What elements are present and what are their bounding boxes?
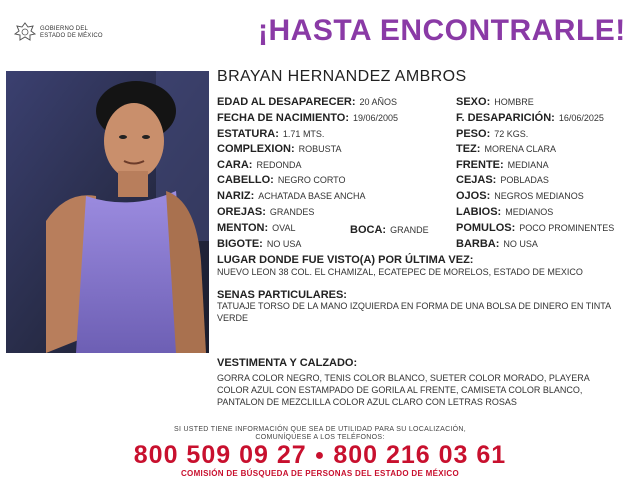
- field-birthdate: [217, 110, 398, 125]
- field-value: 16/06/2025: [558, 113, 604, 123]
- field-height: [217, 126, 324, 141]
- last-seen-value: NUEVO LEON 38 COL. EL CHAMIZAL, ECATEPEC DE MORELOS, ESTADO DE MEXICO: [217, 267, 583, 277]
- field-label: BOCA:: [350, 224, 387, 236]
- marks-label: SENAS PARTICULARES:: [217, 289, 347, 301]
- field-label: PESO:: [456, 128, 491, 140]
- field-complexion: [456, 141, 556, 156]
- field-value: POBLADAS: [500, 175, 549, 185]
- person-name: BRAYAN HERNANDEZ AMBROS: [217, 68, 467, 85]
- field-value: ROBUSTA: [298, 144, 342, 154]
- field-value: ACHATADA BASE ANCHA: [258, 191, 366, 201]
- field-lips: [456, 204, 553, 219]
- person-photo: [6, 71, 209, 353]
- field-value: OVAL: [272, 223, 296, 233]
- field-cheekbones: [456, 220, 614, 235]
- field-label: CABELLO:: [217, 174, 274, 186]
- field-label: POMULOS:: [456, 222, 516, 234]
- government-label: [40, 26, 103, 40]
- field-label: F. DESAPARICIÓN:: [456, 112, 555, 124]
- footer-note-line-2: COMUNÍQUESE A LOS TELÉFONOS:: [255, 434, 385, 441]
- field-label: FRENTE:: [456, 159, 504, 171]
- field-value: 72 KGS.: [494, 129, 529, 139]
- headline: ¡HASTA ENCONTRARLE!: [258, 14, 626, 47]
- field-value: NO USA: [266, 239, 302, 249]
- field-label: SEXO:: [456, 96, 491, 108]
- footer-note-line-1: SI USTED TIENE INFORMACIÓN QUE SEA DE UTILIDAD PARA SU LOCALIZACIÓN,: [173, 426, 467, 433]
- phone-numbers: [0, 441, 640, 470]
- field-mouth: [350, 222, 429, 237]
- field-label: FECHA DE NACIMIENTO:: [217, 112, 349, 124]
- field-label: COMPLEXION:: [217, 143, 295, 155]
- field-value: POCO PROMINENTES: [519, 223, 615, 233]
- field-label: NARIZ:: [217, 190, 255, 202]
- field-value: NEGROS MEDIANOS: [494, 191, 584, 201]
- government-line-1: GOBIERNO DEL: [40, 26, 89, 32]
- field-value: 1.71 MTS.: [282, 129, 325, 139]
- field-value: HOMBRE: [494, 97, 534, 107]
- marks-value: TATUAJE TORSO DE LA MANO IZQUIERDA EN FORMA DE UNA BOLSA DE DINERO EN TINTA VERDE: [217, 301, 611, 323]
- field-label: CARA:: [217, 159, 253, 171]
- field-ears: [217, 204, 314, 219]
- field-value: NO USA: [503, 239, 538, 249]
- field-nose: [217, 188, 365, 203]
- field-chin: [217, 220, 295, 235]
- clothing-value: GORRA COLOR NEGRO, TENIS COLOR BLANCO, SUETER COLOR MORADO, PLAYERA COLOR AZUL CON ESTAMPADO DE GORILA AL FRENTE, CAMISETA COLOR BLANCO, PANTALON DE MEZCLILLA COLOR AZUL CLARO CON LETRAS ROSAS: [217, 373, 590, 407]
- field-label: BARBA:: [456, 238, 500, 250]
- field-value: REDONDA: [256, 160, 302, 170]
- clothing-label: VESTIMENTA Y CALZADO:: [217, 357, 358, 369]
- field-eyebrows: [456, 172, 549, 187]
- field-label: CEJAS:: [456, 174, 497, 186]
- field-age: [217, 94, 397, 109]
- field-value: GRANDE: [390, 225, 429, 235]
- field-label: OREJAS:: [217, 206, 266, 218]
- separator-dot-icon: ●: [314, 447, 326, 465]
- state-coat-of-arms-icon: [14, 22, 36, 42]
- phone-number-1[interactable]: 800 509 09 27: [133, 441, 307, 469]
- field-value: GRANDES: [269, 207, 315, 217]
- field-eyes: [456, 188, 584, 203]
- field-value: NEGRO CORTO: [277, 175, 346, 185]
- field-disappearance-date: [456, 110, 604, 125]
- field-face: [217, 157, 301, 172]
- government-line-2: ESTADO DE MÉXICO: [40, 33, 103, 39]
- field-hair: [217, 172, 346, 187]
- field-value: 20 AÑOS: [359, 97, 398, 107]
- commission-name: COMISIÓN DE BÚSQUEDA DE PERSONAS DEL ESTADO DE MÉXICO: [180, 469, 459, 478]
- field-label: MENTON:: [217, 222, 269, 234]
- field-label: OJOS:: [456, 190, 491, 202]
- field-beard: [456, 236, 538, 251]
- field-value: MEDIANA: [507, 160, 549, 170]
- field-value: 19/06/2005: [353, 113, 399, 123]
- field-build: [217, 141, 341, 156]
- field-mustache: [217, 236, 301, 251]
- field-label: EDAD AL DESAPARECER:: [217, 96, 356, 108]
- last-seen-label: LUGAR DONDE FUE VISTO(A) POR ÚLTIMA VEZ:: [217, 254, 474, 266]
- field-label: ESTATURA:: [217, 128, 279, 140]
- field-forehead: [456, 157, 549, 172]
- field-label: TEZ:: [456, 143, 481, 155]
- phone-number-2[interactable]: 800 216 03 61: [333, 441, 507, 469]
- field-value: MEDIANOS: [505, 207, 554, 217]
- field-value: MORENA CLARA: [484, 144, 556, 154]
- field-sex: [456, 94, 534, 109]
- field-weight: [456, 126, 528, 141]
- field-label: BIGOTE:: [217, 238, 263, 250]
- field-label: LABIOS:: [456, 206, 502, 218]
